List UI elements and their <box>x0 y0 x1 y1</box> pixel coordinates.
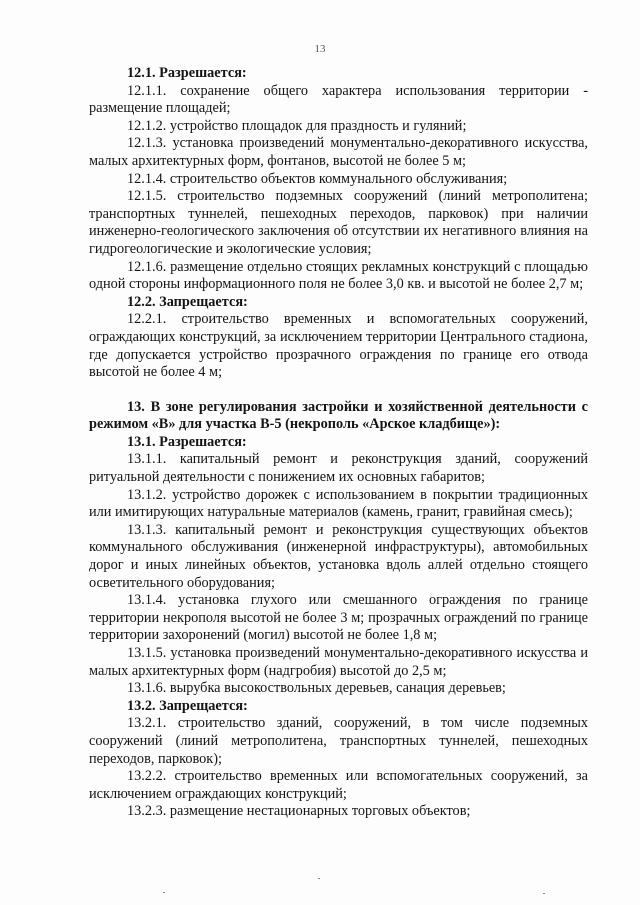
clause-12-1-4: 12.1.4. строительство объектов коммунального обслуживания; <box>127 170 508 187</box>
clause-13-2-1: 13.2.1. строительство зданий, сооружений, в том числе подземных сооружений (линий метрополитена, транспортных туннелей, пешеходных переходов, парковок); <box>89 715 588 767</box>
document-body <box>89 65 588 821</box>
clause-13-2-2: 13.2.2. строительство временных или вспомогательных сооружений, за исключением ограждающих конструкций; <box>89 768 588 802</box>
clause-12-1-3: 12.1.3. установка произведений монументально-декоративного искусства, малых архитектурных форм, фонтанов, высотой не более 5 м; <box>89 135 588 169</box>
section-heading-13-2: 13.2. Запрещается: <box>127 697 248 714</box>
clause-13-1-5: 13.1.5. установка произведений монументально-декоративного искусства и малых архитектурных форм (надгробия) высотой до 2,5 м; <box>89 645 588 679</box>
scan-speck <box>543 893 545 894</box>
clause-12-1-6: 12.1.6. размещение отдельно стоящих рекламных конструкций с площадью одной стороны информационного поля не более 3,0 кв. и высотой не более 2,7 м; <box>89 258 588 293</box>
clause-13-1-4: 13.1.4. установка глухого или смешанного ограждения по границе территории некрополя высотой не более 3 м; прозрачных ограждений по границе территории захоронений (могил) высотой не более 1,8 м; <box>89 592 588 644</box>
clause-13-2-3: 13.2.3. размещение нестационарных торговых объектов; <box>127 803 471 820</box>
page-number: 13 <box>314 43 326 55</box>
scan-speck <box>163 892 165 893</box>
clause-13-1-3: 13.1.3. капитальный ремонт и реконструкция существующих объектов коммунального обслуживания (инженерной инфраструктуры), автомобильных дорог и иных линейных объектов, установка вдоль аллей отдельно стоящего осветительного оборудования; <box>89 521 588 591</box>
section-title-13: 13. В зоне регулирования застройки и хозяйственной деятельности с режимом «В» для участка В-5 (некрополь «Арское кладбище»): <box>89 398 588 433</box>
scan-speck <box>318 878 320 879</box>
clause-12-2-1: 12.2.1. строительство временных и вспомогательных сооружений, ограждающих конструкций, за исключением территории Центрального стадиона, где допускается устройство прозрачного ограждения по границе его отвода высотой не более 4 м; <box>89 311 588 381</box>
clause-12-1-5: 12.1.5. строительство подземных сооружений (линий метрополитена; транспортных туннелей, пешеходных переходов, парковок) при наличии инженерно-геологического заключения об отсутствии их негативного влияния на гидрогеологические и экологические условия; <box>89 188 588 257</box>
clause-12-1-1: 12.1.1. сохранение общего характера использования территории - размещение площадей; <box>89 82 588 117</box>
section-heading-13-1: 13.1. Разрешается: <box>127 433 247 450</box>
clause-13-1-1: 13.1.1. капитальный ремонт и реконструкция зданий, сооружений ритуальной деятельности с понижением их основных габаритов; <box>89 451 588 486</box>
section-heading-12-1: 12.1. Разрешается: <box>127 65 247 81</box>
section-heading-12-2: 12.2. Запрещается: <box>127 293 248 310</box>
clause-13-1-6: 13.1.6. вырубка высокоствольных деревьев, санация деревьев; <box>127 680 506 697</box>
clause-12-1-2: 12.1.2. устройство площадок для праздность и гуляний; <box>127 117 467 134</box>
clause-13-1-2: 13.1.2. устройство дорожек с использованием в покрытии традиционных или имитирующих натуральные материалов (камень, гранит, гравийная смесь); <box>89 486 588 521</box>
